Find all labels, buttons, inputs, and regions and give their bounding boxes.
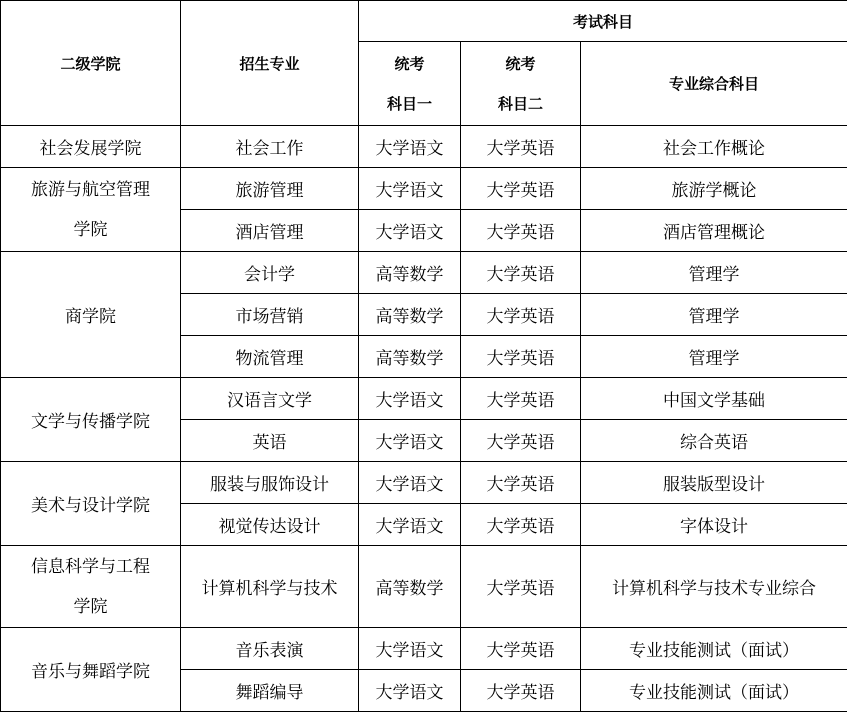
unified-subject-2-cell: 大学英语	[461, 126, 581, 168]
comprehensive-subject-cell: 字体设计	[581, 504, 847, 546]
comprehensive-subject-cell: 综合英语	[581, 420, 847, 462]
header-unified-subject-1	[359, 42, 461, 126]
unified-subject-1-cell: 高等数学	[359, 546, 461, 628]
college-cell: 音乐与舞蹈学院	[1, 628, 181, 712]
header-unified-subject-2	[461, 42, 581, 126]
major-cell: 服装与服饰设计	[181, 462, 359, 504]
college-name-line: 信息科学与工程	[1, 547, 180, 587]
header-unified-subject-1-line1: 统考	[359, 44, 460, 84]
major-cell: 计算机科学与技术	[181, 546, 359, 628]
comprehensive-subject-cell: 管理学	[581, 294, 847, 336]
college-cell: 商学院	[1, 252, 181, 378]
unified-subject-1-cell: 高等数学	[359, 294, 461, 336]
college-cell: 美术与设计学院	[1, 462, 181, 546]
major-cell: 汉语言文学	[181, 378, 359, 420]
unified-subject-1-cell: 高等数学	[359, 252, 461, 294]
unified-subject-2-cell: 大学英语	[461, 670, 581, 712]
table-body	[1, 126, 847, 712]
college-cell	[1, 168, 181, 252]
major-cell: 物流管理	[181, 336, 359, 378]
comprehensive-subject-cell: 专业技能测试（面试）	[581, 670, 847, 712]
table-row	[1, 628, 847, 670]
header-comprehensive-subject: 专业综合科目	[581, 42, 847, 126]
college-name-line: 学院	[1, 587, 180, 627]
table-row	[1, 462, 847, 504]
table-row	[1, 168, 847, 210]
college-name-line: 学院	[1, 210, 180, 250]
header-unified-subject-1-line2: 科目一	[359, 84, 460, 124]
comprehensive-subject-cell: 计算机科学与技术专业综合	[581, 546, 847, 628]
major-cell: 市场营销	[181, 294, 359, 336]
college-cell: 文学与传播学院	[1, 378, 181, 462]
unified-subject-1-cell: 大学语文	[359, 378, 461, 420]
unified-subject-1-cell: 大学语文	[359, 462, 461, 504]
comprehensive-subject-cell: 中国文学基础	[581, 378, 847, 420]
unified-subject-1-cell: 高等数学	[359, 336, 461, 378]
table-row	[1, 546, 847, 628]
major-cell: 音乐表演	[181, 628, 359, 670]
unified-subject-2-cell: 大学英语	[461, 462, 581, 504]
unified-subject-1-cell: 大学语文	[359, 420, 461, 462]
major-cell: 酒店管理	[181, 210, 359, 252]
major-cell: 旅游管理	[181, 168, 359, 210]
unified-subject-2-cell: 大学英语	[461, 252, 581, 294]
unified-subject-2-cell: 大学英语	[461, 504, 581, 546]
college-name-line: 旅游与航空管理	[1, 170, 180, 210]
college-cell	[1, 546, 181, 628]
unified-subject-2-cell: 大学英语	[461, 628, 581, 670]
unified-subject-2-cell: 大学英语	[461, 546, 581, 628]
unified-subject-1-cell: 大学语文	[359, 628, 461, 670]
unified-subject-2-cell: 大学英语	[461, 378, 581, 420]
table-row	[1, 126, 847, 168]
comprehensive-subject-cell: 旅游学概论	[581, 168, 847, 210]
unified-subject-2-cell: 大学英语	[461, 294, 581, 336]
unified-subject-1-cell: 大学语文	[359, 504, 461, 546]
header-exam-subjects: 考试科目	[359, 1, 847, 42]
table-row	[1, 252, 847, 294]
major-cell: 英语	[181, 420, 359, 462]
unified-subject-1-cell: 大学语文	[359, 670, 461, 712]
header-college: 二级学院	[1, 1, 181, 126]
header-unified-subject-2-line1: 统考	[461, 44, 580, 84]
major-cell: 舞蹈编导	[181, 670, 359, 712]
table-row	[1, 378, 847, 420]
major-cell: 会计学	[181, 252, 359, 294]
college-cell: 社会发展学院	[1, 126, 181, 168]
comprehensive-subject-cell: 酒店管理概论	[581, 210, 847, 252]
major-cell: 社会工作	[181, 126, 359, 168]
unified-subject-2-cell: 大学英语	[461, 168, 581, 210]
comprehensive-subject-cell: 社会工作概论	[581, 126, 847, 168]
table-header	[1, 1, 847, 126]
comprehensive-subject-cell: 服装版型设计	[581, 462, 847, 504]
major-cell: 视觉传达设计	[181, 504, 359, 546]
comprehensive-subject-cell: 专业技能测试（面试）	[581, 628, 847, 670]
comprehensive-subject-cell: 管理学	[581, 252, 847, 294]
header-unified-subject-2-line2: 科目二	[461, 84, 580, 124]
unified-subject-1-cell: 大学语文	[359, 168, 461, 210]
unified-subject-2-cell: 大学英语	[461, 210, 581, 252]
unified-subject-2-cell: 大学英语	[461, 336, 581, 378]
unified-subject-1-cell: 大学语文	[359, 210, 461, 252]
header-row-1	[1, 1, 847, 42]
comprehensive-subject-cell: 管理学	[581, 336, 847, 378]
unified-subject-2-cell: 大学英语	[461, 420, 581, 462]
header-major: 招生专业	[181, 1, 359, 126]
unified-subject-1-cell: 大学语文	[359, 126, 461, 168]
